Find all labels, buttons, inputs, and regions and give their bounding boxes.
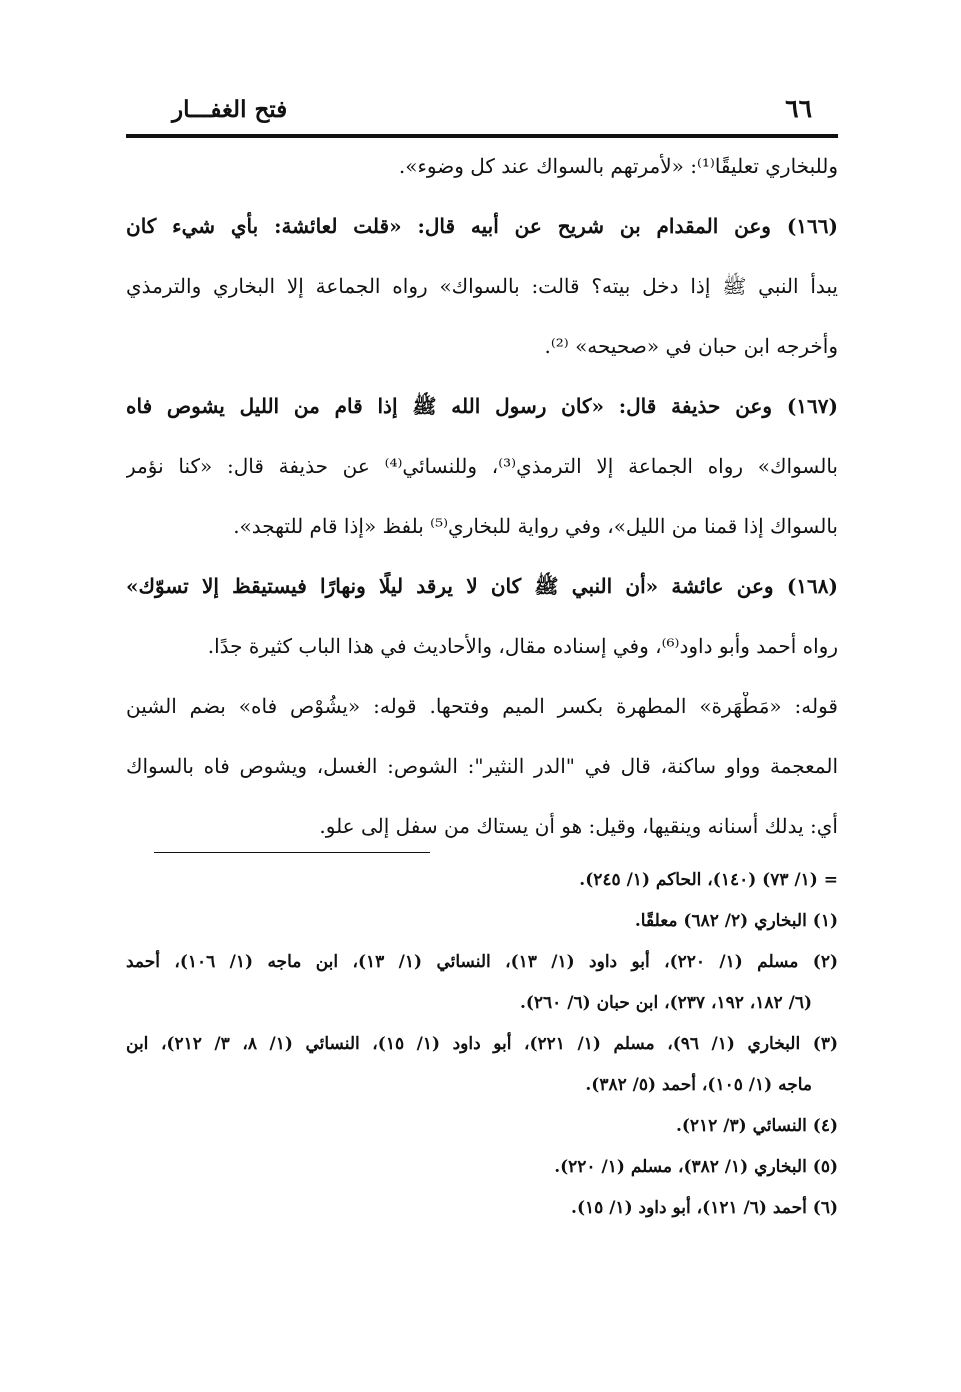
book-page [126, 92, 838, 1218]
page-header [126, 92, 838, 132]
text-line: (١٦٦) وعن المقدام بن شريح عن أبيه قال: «قلت لعائشة: بأي شيء كان [126, 214, 838, 238]
footnote-line: ماجه (١/ ١٠٥)، أحمد (٥/ ٣٨٢). [585, 1075, 812, 1095]
text-line: رواه أحمد وأبو داود⁽⁶⁾، وفي إسناده مقال، والأحاديث في هذا الباب كثيرة جدًا. [207, 634, 838, 658]
footnote-line: (٥) البخاري (١/ ٣٨٢)، مسلم (١/ ٢٢٠). [554, 1157, 838, 1177]
running-title: فتح الغفـــار [172, 96, 288, 123]
text-line: وللبخاري تعليقًا⁽¹⁾: «لأمرتهم بالسواك عند كل وضوء». [398, 154, 838, 178]
footnote-line: (٢) مسلم (١/ ٢٢٠)، أبو داود (١/ ١٣)، النسائي (١/ ١٣)، ابن ماجه (١/ ١٠٦)، أحمد [126, 952, 838, 972]
page-number: ٦٦ [785, 94, 812, 123]
text-line: بالسواك إذا قمنا من الليل»، وفي رواية للبخاري⁽⁵⁾ بلفظ «إذا قام للتهجد». [233, 514, 838, 538]
footnote-line: (١) البخاري (٢/ ٦٨٢) معلقًا. [634, 911, 838, 931]
footnote-line: (٤) النسائي (٣/ ٢١٢). [675, 1116, 838, 1136]
text-line: قوله: «مَطْهَرة» المطهرة بكسر الميم وفتحها. قوله: «يشُوْص فاه» بضم الشين [126, 694, 838, 718]
footnote-separator [154, 852, 430, 853]
header-rule [126, 134, 838, 138]
text-line: (١٦٧) وعن حذيفة قال: «كان رسول الله ﷺ إذا قام من الليل يشوص فاه [126, 394, 838, 418]
text-line: يبدأ النبي ﷺ إذا دخل بيته؟ قالت: بالسواك» رواه الجماعة إلا البخاري والترمذي [126, 274, 838, 298]
footnote-line: (٦) أحمد (٦/ ١٢١)، أبو داود (١/ ١٥). [571, 1198, 838, 1218]
text-line: المعجمة وواو ساكنة، قال في "الدر النثير": الشوص: الغسل، ويشوص فاه بالسواك [126, 754, 838, 778]
main-text [126, 152, 838, 872]
footnote-line: (٣) البخاري (١/ ٩٦)، مسلم (١/ ٢٢١)، أبو داود (١/ ١٥)، النسائي (١/ ٨، ٣/ ٢١٢)، ابن [126, 1034, 838, 1054]
footnote-line: = (١/ ٧٣) (١٤٠)، الحاكم (١/ ٢٤٥). [579, 870, 838, 890]
text-line: وأخرجه ابن حبان في «صحيحه» ⁽²⁾. [544, 334, 838, 358]
footnote-line: (٦/ ١٨٢، ١٩٢، ٢٣٧)، ابن حبان (٦/ ٢٦٠). [519, 993, 812, 1013]
text-line: (١٦٨) وعن عائشة «أن النبي ﷺ كان لا يرقد ليلًا ونهارًا فيستيقظ إلا تسوّك» [126, 574, 838, 598]
text-line: بالسواك» رواه الجماعة إلا الترمذي⁽³⁾، وللنسائي⁽⁴⁾ عن حذيفة قال: «كنا نؤمر [126, 454, 838, 478]
footnotes [126, 868, 838, 1237]
text-line: أي: يدلك أسنانه وينقيها، وقيل: هو أن يستاك من سفل إلى علو. [319, 814, 838, 838]
